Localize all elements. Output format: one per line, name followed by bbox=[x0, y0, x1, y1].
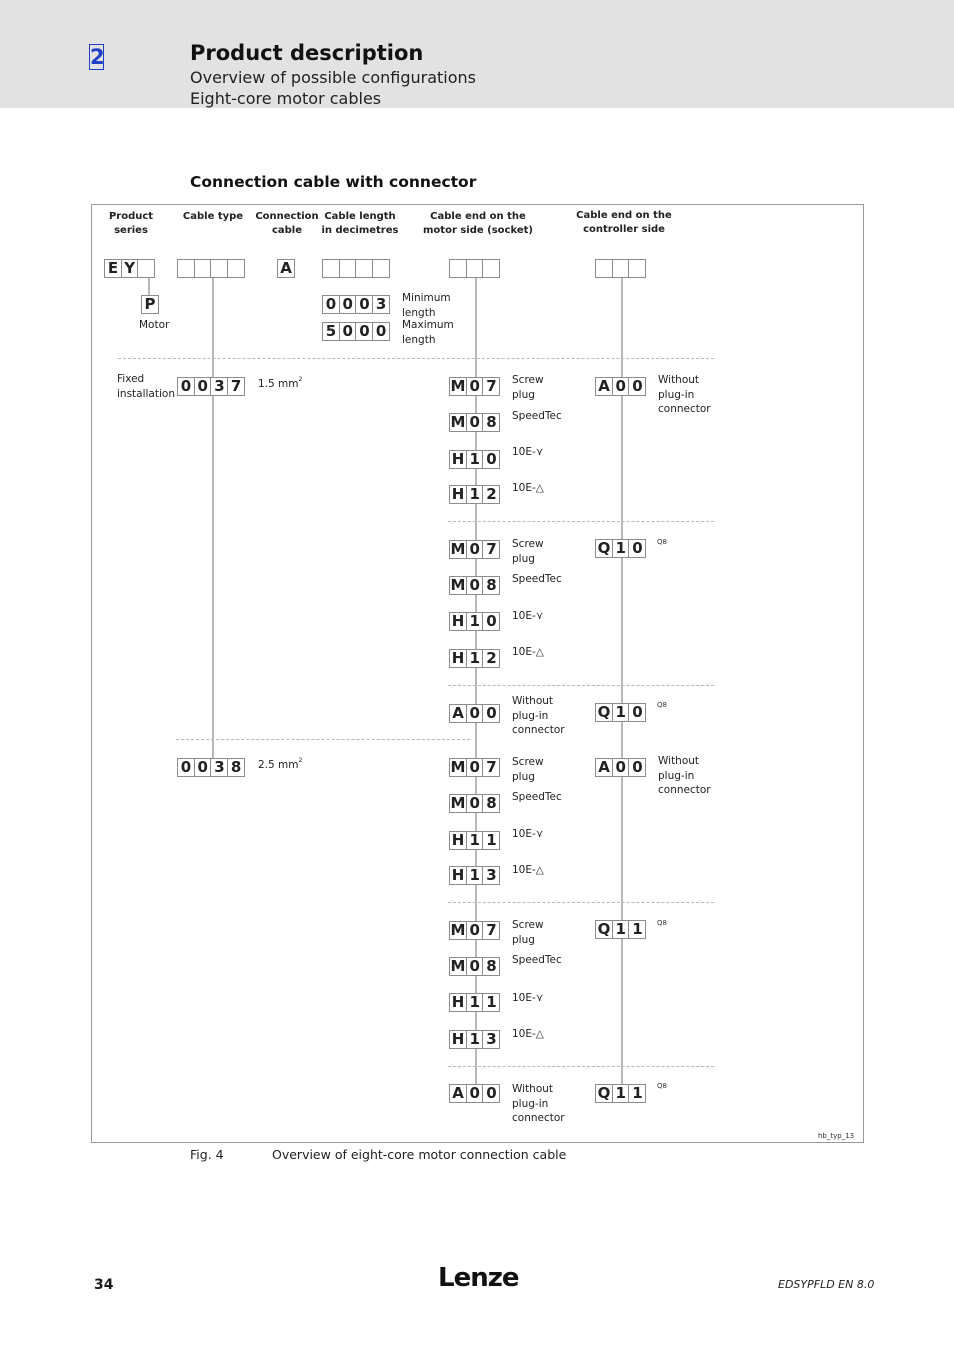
motor-code-m07: M 0 7 bbox=[449, 921, 500, 940]
connection-cable-code: A bbox=[277, 259, 295, 278]
controller-code-q10: Q 1 0 bbox=[595, 539, 646, 558]
without-connector-label: Without plug-in connector bbox=[512, 1083, 565, 1124]
cable-type-0038: 0 0 3 8 bbox=[177, 758, 245, 777]
speedtec-label: SpeedTec bbox=[512, 954, 562, 966]
figure-tag: hb_typ_13 bbox=[818, 1132, 855, 1140]
max-length-label: Maximum length bbox=[402, 319, 454, 346]
controller-code-q10: Q 1 0 bbox=[595, 703, 646, 722]
e10-delta-label: 10E-△ bbox=[512, 1028, 544, 1040]
header-band bbox=[0, 0, 954, 108]
motor-code-h12: H 1 2 bbox=[449, 649, 500, 668]
motor-side-code bbox=[449, 259, 500, 278]
controller-code-a00: A 0 0 bbox=[595, 758, 646, 777]
without-connector-label: Without plug-in connector bbox=[658, 374, 711, 415]
chapter-number[interactable]: 2 bbox=[90, 45, 105, 69]
doc-reference: EDSYPFLD EN 8.0 bbox=[778, 1278, 875, 1291]
col-header-cable-length: Cable length in decimetres bbox=[321, 211, 399, 236]
motor-code-m07: M 0 7 bbox=[449, 377, 500, 396]
q8-label: Q8 bbox=[657, 1082, 667, 1090]
cable-type-line bbox=[212, 276, 214, 767]
motor-label: Motor bbox=[139, 319, 170, 331]
motor-code-m07: M 0 7 bbox=[449, 758, 500, 777]
screw-plug-label: Screw plug bbox=[512, 374, 544, 401]
cable-type-0037: 0 0 3 7 bbox=[177, 377, 245, 396]
screw-plug-label: Screw plug bbox=[512, 756, 544, 783]
separator-line bbox=[448, 521, 714, 522]
figure-caption: Overview of eight-core motor connection cable bbox=[272, 1147, 567, 1162]
motor-code-h13: H 1 3 bbox=[449, 1030, 500, 1049]
motor-code-a00: A 0 0 bbox=[449, 704, 500, 723]
col-header-motor-side: Cable end on the motor side (socket) bbox=[423, 211, 533, 236]
speedtec-label: SpeedTec bbox=[512, 791, 562, 803]
motor-code-h12: H 1 2 bbox=[449, 485, 500, 504]
motor-code-m07: M 0 7 bbox=[449, 540, 500, 559]
motor-code-h11: H 1 1 bbox=[449, 993, 500, 1012]
page-number: 34 bbox=[94, 1277, 114, 1293]
motor-code-m08: M 0 8 bbox=[449, 957, 500, 976]
col-header-product-series: Product series bbox=[108, 211, 154, 236]
size-label-1-5: 1.5 $mm^2$ bbox=[258, 376, 303, 390]
col-header-cable-type: Cable type bbox=[182, 211, 244, 222]
controller-side-code bbox=[595, 259, 646, 278]
min-length-label: Minimum length bbox=[402, 292, 451, 319]
separator-line bbox=[448, 685, 714, 686]
page-subtitle: Overview of possible configurations bbox=[190, 68, 476, 87]
q8-label: Q8 bbox=[657, 538, 667, 546]
motor-code-h10: H 1 0 bbox=[449, 612, 500, 631]
cable-type-code bbox=[177, 259, 245, 278]
motor-code-m08: M 0 8 bbox=[449, 413, 500, 432]
e10-star-label: 10E-⋎ bbox=[512, 828, 544, 840]
e10-delta-label: 10E-△ bbox=[512, 482, 544, 494]
page-title: Product description bbox=[190, 41, 424, 65]
max-length-code: 5 0 0 0 bbox=[322, 322, 390, 341]
e10-delta-label: 10E-△ bbox=[512, 646, 544, 658]
e10-star-label: 10E-⋎ bbox=[512, 610, 544, 622]
separator-line bbox=[448, 902, 714, 903]
without-connector-label: Without plug-in connector bbox=[658, 755, 711, 796]
without-connector-label: Without plug-in connector bbox=[512, 695, 565, 736]
size-label-2-5: 2.5 $mm^2$ bbox=[258, 757, 303, 771]
section-title: Connection cable with connector bbox=[190, 173, 477, 191]
motor-code: P bbox=[141, 295, 159, 314]
separator-line bbox=[448, 1066, 714, 1067]
col-header-connection-cable: Connection cable bbox=[255, 211, 319, 236]
product-series-code: E Y bbox=[104, 259, 155, 278]
e10-delta-label: 10E-△ bbox=[512, 864, 544, 876]
controller-code-q11: Q 1 1 bbox=[595, 1084, 646, 1103]
separator-line bbox=[176, 739, 470, 740]
page-subtitle-2: Eight-core motor cables bbox=[190, 89, 382, 108]
col-header-controller-side: Cable end on the controller side bbox=[576, 210, 672, 235]
separator-line bbox=[118, 358, 714, 359]
motor-code-m08: M 0 8 bbox=[449, 576, 500, 595]
motor-code-h10: H 1 0 bbox=[449, 450, 500, 469]
e10-star-label: 10E-⋎ bbox=[512, 446, 544, 458]
controller-code-a00: A 0 0 bbox=[595, 377, 646, 396]
min-length-code: 0 0 0 3 bbox=[322, 295, 390, 314]
motor-line bbox=[148, 276, 150, 295]
q8-label: Q8 bbox=[657, 701, 667, 709]
motor-code-h11: H 1 1 bbox=[449, 831, 500, 850]
cable-length-code bbox=[322, 259, 390, 278]
motor-code-h13: H 1 3 bbox=[449, 866, 500, 885]
screw-plug-label: Screw plug bbox=[512, 538, 544, 565]
fixed-installation-label: Fixed installation bbox=[117, 373, 175, 400]
screw-plug-label: Screw plug bbox=[512, 919, 544, 946]
q8-label: Q8 bbox=[657, 919, 667, 927]
controller-code-q11: Q 1 1 bbox=[595, 920, 646, 939]
motor-code-m08: M 0 8 bbox=[449, 794, 500, 813]
lenze-logo: Lenze bbox=[438, 1263, 519, 1293]
speedtec-label: SpeedTec bbox=[512, 573, 562, 585]
speedtec-label: SpeedTec bbox=[512, 410, 562, 422]
figure-number: Fig. 4 bbox=[190, 1147, 224, 1162]
motor-code-a00: A 0 0 bbox=[449, 1084, 500, 1103]
e10-star-label: 10E-⋎ bbox=[512, 992, 544, 1004]
